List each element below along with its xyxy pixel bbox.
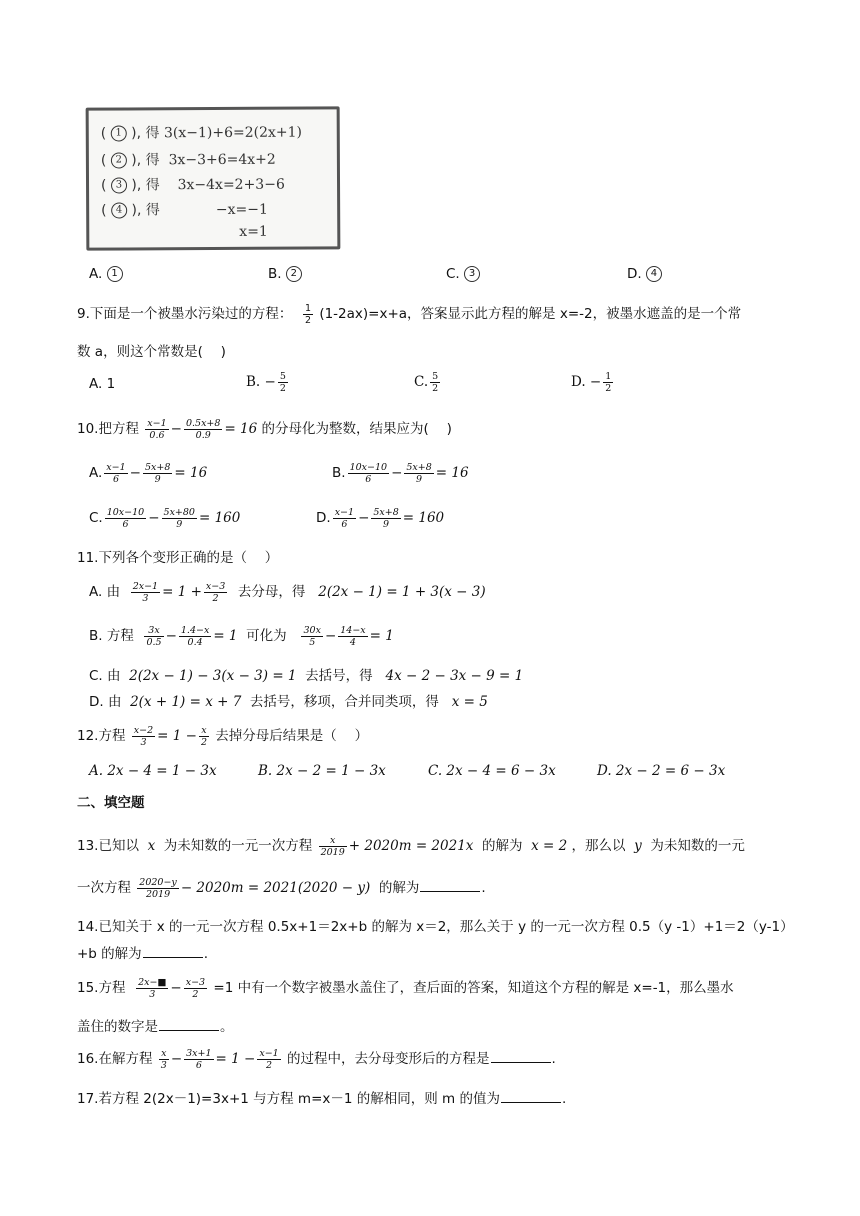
- q14-answer-blank[interactable]: [143, 945, 203, 958]
- q11-option-b[interactable]: B. 方程 $\frac{3x}{0.5}$ − $\frac{1.4-x}{0.4}$ = 1 可化为 $\frac{30x}{5}$ − $\frac{14-x}{4}$ = 1: [89, 625, 394, 648]
- q12-option-d[interactable]: D. 2x − 2 = 6 − 3x: [597, 763, 726, 779]
- q10-option-b[interactable]: B. $\frac{10x-10}{6}$ − $\frac{5x+8}{9}$ = 16: [332, 462, 469, 485]
- q12-option-b[interactable]: B. 2x − 2 = 1 − 3x: [258, 763, 386, 779]
- q15-answer-blank[interactable]: [159, 1018, 219, 1031]
- q11-option-d[interactable]: D. 由 2(x + 1) = x + 7 去括号，移项，合并同类项，得 x = 5: [89, 694, 488, 710]
- box-row-1: ( 1 ), 得 3(x−1)+6=2(2x+1): [100, 124, 303, 142]
- box-row-4: ( 4 ), 得 −x=−1: [101, 201, 268, 219]
- q15-line1: 15.方程 $\frac{2x-■}{3}$ − $\frac{x-3}{2}$ =1 中有一个数字被墨水盖住了，查后面的答案，知道这个方程的解是 x=-1，那么墨水: [77, 977, 734, 1000]
- q9-option-d[interactable]: D. − $\frac{1}{2}$: [571, 371, 612, 394]
- q10-option-a[interactable]: A. $\frac{x-1}{6}$ − $\frac{5x+8}{9}$ = 16: [89, 462, 208, 485]
- q10-option-c[interactable]: C. $\frac{10x-10}{6}$ − $\frac{5x+80}{9}$ = 160: [89, 507, 241, 530]
- q16-answer-blank[interactable]: [491, 1050, 551, 1063]
- q12-option-c[interactable]: C. 2x − 4 = 6 − 3x: [428, 763, 556, 779]
- q10-option-d[interactable]: D. $\frac{x-1}{6}$ − $\frac{5x+8}{9}$ = 160: [316, 507, 445, 530]
- q13-line1: 13.已知以 x 为未知数的一元一次方程 $\frac{x}{2019}$ + 2020m = 2021x 的解为 x = 2 ，那么以 y 为未知数的一元: [77, 835, 745, 858]
- section-fill-in-heading: 二、填空题: [77, 795, 145, 811]
- equation-steps-photo: [86, 106, 341, 250]
- q12-option-a[interactable]: A. 2x − 4 = 1 − 3x: [89, 763, 217, 779]
- q8-option-d[interactable]: D. 4: [627, 266, 662, 282]
- q10-stem: 10.把方程 $\frac{x-1}{0.6}$ − $\frac{0.5x+8}{0.9}$ = 16 的分母化为整数，结果应为( ): [77, 418, 452, 441]
- q12-stem: 12.方程 $\frac{x-2}{3}$ = 1 − $\frac{x}{2}$ 去掉分母后结果是（ ）: [77, 725, 369, 748]
- q11-stem: 11.下列各个变形正确的是（ ）: [77, 550, 279, 566]
- q8-option-b[interactable]: B. 2: [268, 266, 302, 282]
- q13-answer-blank[interactable]: [420, 879, 480, 892]
- box-row-3: ( 3 ), 得 3x−4x=2+3−6: [100, 176, 285, 194]
- q9-option-b[interactable]: B. − $\frac{5}{2}$: [246, 371, 286, 394]
- q11-option-a[interactable]: A. 由 $\frac{2x-1}{3}$ = 1 + $\frac{x-3}{2}$ 去分母，得 2(2x − 1) = 1 + 3(x − 3): [89, 581, 486, 604]
- q16-line: 16.在解方程 $\frac{x}{3}$ − $\frac{3x+1}{6}$ = 1 − $\frac{x-1}{2}$ 的过程中，去分母变形后的方程是 .: [77, 1048, 556, 1071]
- q8-option-a[interactable]: A. 1: [89, 266, 123, 282]
- q9-line1: 9.下面是一个被墨水污染过的方程： $\frac{1}{2}$ (1-2ax)=x+a，答案显示此方程的解是 x=-2，被墨水遮盖的是一个常: [77, 302, 742, 326]
- q9-option-c[interactable]: C. $\frac{5}{2}$: [414, 371, 439, 394]
- q17-answer-blank[interactable]: [501, 1090, 561, 1103]
- q9-option-a[interactable]: A. 1: [89, 376, 116, 392]
- q14-line2: +b 的解为 .: [77, 946, 208, 962]
- q15-line2: 盖住的数字是 。: [77, 1019, 234, 1035]
- q11-option-c[interactable]: C. 由 2(2x − 1) − 3(x − 3) = 1 去括号，得 4x − 2 − 3x − 9 = 1: [89, 668, 524, 684]
- q13-line2: 一次方程 $\frac{2020-y}{2019}$ − 2020m = 2021(2020 − y) 的解为 .: [77, 877, 486, 900]
- box-row-5: x=1: [239, 223, 268, 240]
- q9-line2: 数 a，则这个常数是( ): [77, 344, 226, 360]
- box-row-2: ( 2 ), 得 3x−3+6=4x+2: [100, 151, 276, 169]
- q17-line: 17.若方程 2(2x－1)=3x+1 与方程 m=x－1 的解相同，则 m 的值为 .: [77, 1091, 567, 1107]
- q8-option-c[interactable]: C. 3: [446, 266, 480, 282]
- q14-line1: 14.已知关于 x 的一元一次方程 0.5x+1＝2x+b 的解为 x＝2，那么关于 y 的一元一次方程 0.5（y -1）+1＝2（y-1）: [77, 919, 794, 935]
